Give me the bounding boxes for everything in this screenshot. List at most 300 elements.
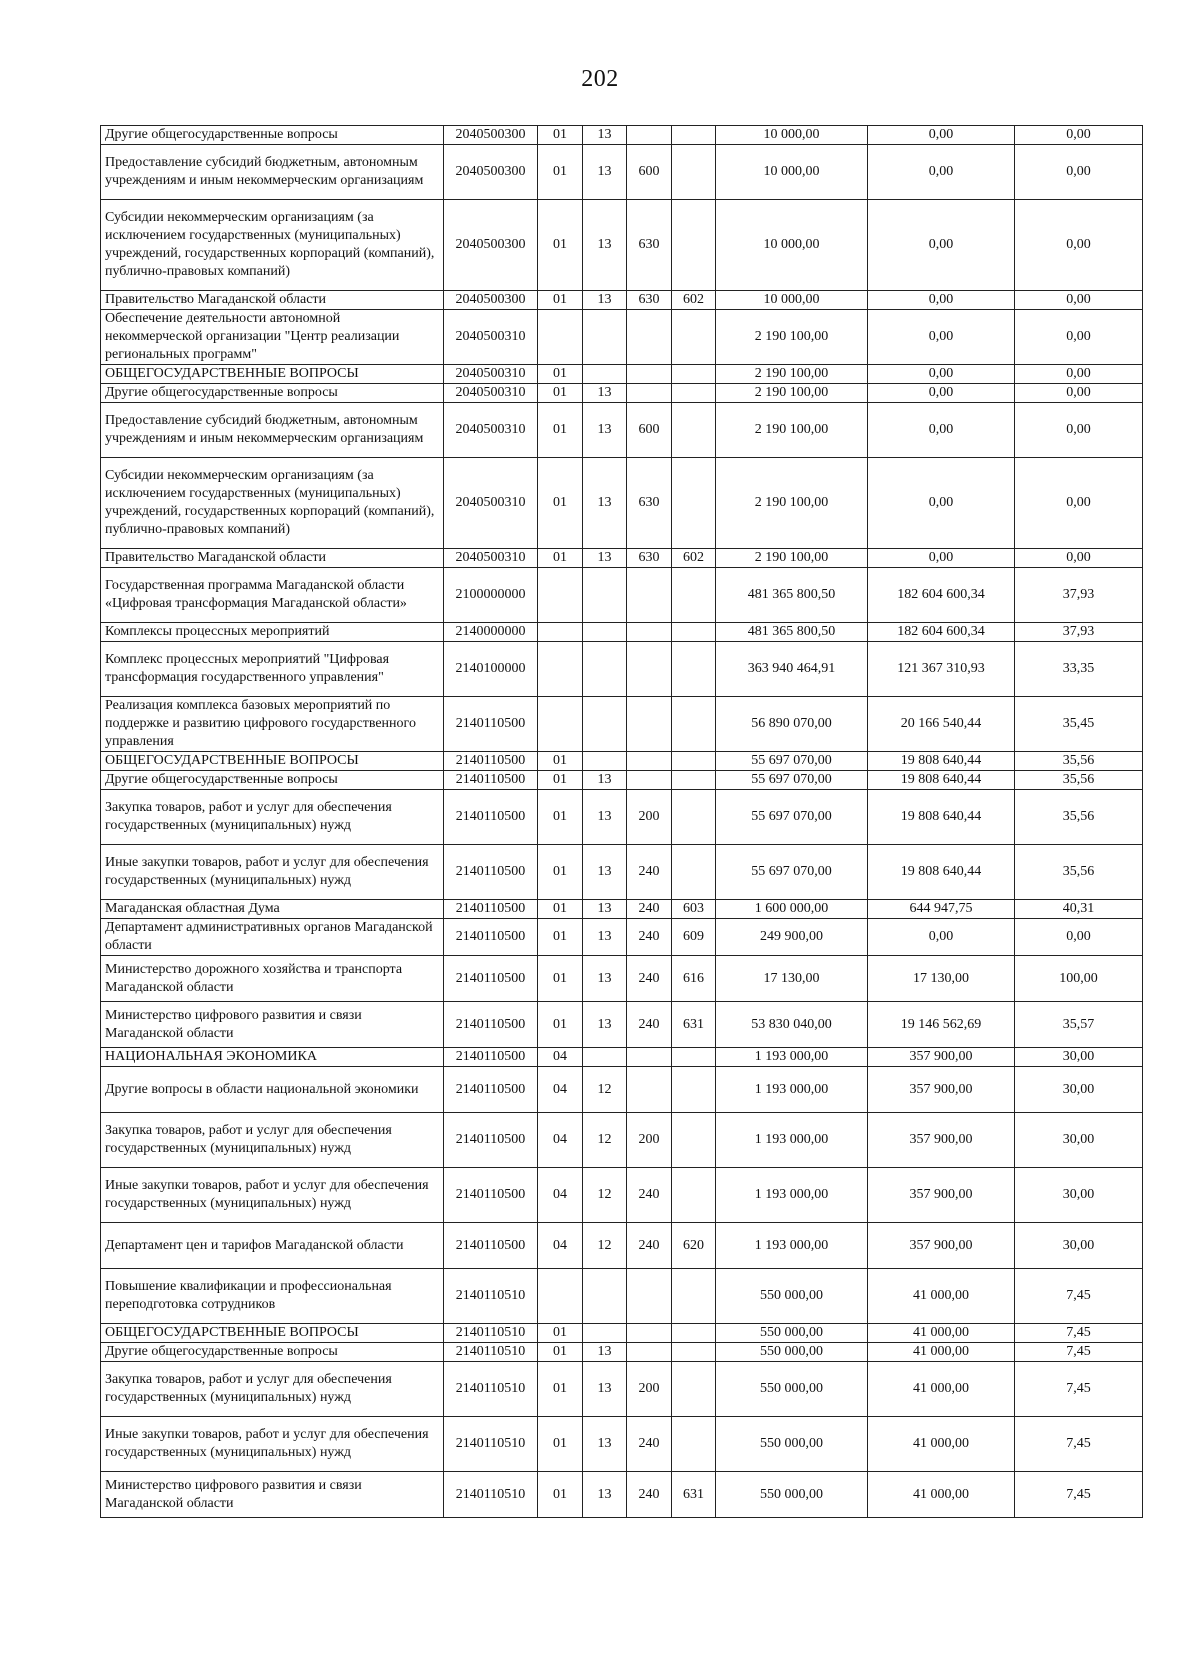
cell-section [538, 623, 583, 642]
table-row [101, 365, 1143, 384]
cell-subsection: 13 [583, 200, 627, 291]
cell-execution-percent: 0,00 [1015, 310, 1143, 365]
cell-planned-amount: 55 697 070,00 [716, 752, 868, 771]
cell-executed-amount: 0,00 [868, 365, 1015, 384]
cell-administrator-code: 616 [672, 956, 716, 1002]
cell-executed-amount: 19 146 562,69 [868, 1002, 1015, 1048]
cell-subsection: 13 [583, 458, 627, 549]
cell-executed-amount: 41 000,00 [868, 1472, 1015, 1518]
cell-executed-amount: 0,00 [868, 145, 1015, 200]
cell-target-article: 2140110510 [444, 1417, 538, 1472]
cell-planned-amount: 2 190 100,00 [716, 549, 868, 568]
cell-administrator-code [672, 403, 716, 458]
cell-administrator-code [672, 568, 716, 623]
cell-administrator-code: 631 [672, 1002, 716, 1048]
cell-administrator-code [672, 845, 716, 900]
cell-target-article: 2140110500 [444, 790, 538, 845]
cell-expense-type [627, 126, 672, 145]
cell-name: НАЦИОНАЛЬНАЯ ЭКОНОМИКА [101, 1048, 444, 1067]
cell-target-article: 2040500300 [444, 145, 538, 200]
cell-name: ОБЩЕГОСУДАРСТВЕННЫЕ ВОПРОСЫ [101, 365, 444, 384]
cell-section: 04 [538, 1168, 583, 1223]
cell-name: Субсидии некоммерческим организациям (за исключением государственных (муниципальных) учреждений, государственных корпораций (компаний), публично-правовых компаний) [101, 458, 444, 549]
cell-executed-amount: 19 808 640,44 [868, 771, 1015, 790]
cell-target-article: 2040500300 [444, 200, 538, 291]
cell-name: Предоставление субсидий бюджетным, автономным учреждениям и иным некоммерческим организациям [101, 145, 444, 200]
cell-target-article: 2140110510 [444, 1324, 538, 1343]
cell-name: Другие общегосударственные вопросы [101, 384, 444, 403]
cell-section [538, 1269, 583, 1324]
cell-target-article: 2140110500 [444, 956, 538, 1002]
cell-planned-amount: 1 193 000,00 [716, 1067, 868, 1113]
cell-target-article: 2140110510 [444, 1343, 538, 1362]
cell-name: Закупка товаров, работ и услуг для обеспечения государственных (муниципальных) нужд [101, 790, 444, 845]
cell-administrator-code [672, 1067, 716, 1113]
cell-target-article: 2140110500 [444, 752, 538, 771]
cell-section: 01 [538, 790, 583, 845]
cell-section: 01 [538, 384, 583, 403]
cell-name: ОБЩЕГОСУДАРСТВЕННЫЕ ВОПРОСЫ [101, 1324, 444, 1343]
table-row [101, 1343, 1143, 1362]
cell-target-article: 2140110500 [444, 1168, 538, 1223]
table-row [101, 1324, 1143, 1343]
cell-planned-amount: 1 193 000,00 [716, 1223, 868, 1269]
cell-expense-type [627, 1269, 672, 1324]
cell-executed-amount: 0,00 [868, 384, 1015, 403]
cell-section [538, 697, 583, 752]
cell-planned-amount: 550 000,00 [716, 1324, 868, 1343]
cell-execution-percent: 0,00 [1015, 549, 1143, 568]
cell-target-article: 2140100000 [444, 642, 538, 697]
cell-subsection: 13 [583, 145, 627, 200]
budget-table [100, 125, 1143, 1518]
cell-execution-percent: 7,45 [1015, 1324, 1143, 1343]
cell-planned-amount: 55 697 070,00 [716, 790, 868, 845]
cell-administrator-code [672, 1324, 716, 1343]
cell-executed-amount: 19 808 640,44 [868, 752, 1015, 771]
cell-planned-amount: 481 365 800,50 [716, 623, 868, 642]
cell-execution-percent: 7,45 [1015, 1362, 1143, 1417]
table-row [101, 403, 1143, 458]
cell-target-article: 2140000000 [444, 623, 538, 642]
table-row [101, 291, 1143, 310]
cell-name: Министерство цифрового развития и связи Магаданской области [101, 1002, 444, 1048]
cell-administrator-code [672, 1417, 716, 1472]
cell-subsection [583, 1048, 627, 1067]
cell-target-article: 2140110500 [444, 697, 538, 752]
cell-expense-type [627, 642, 672, 697]
cell-subsection: 13 [583, 919, 627, 956]
cell-planned-amount: 10 000,00 [716, 126, 868, 145]
cell-target-article: 2040500310 [444, 310, 538, 365]
cell-planned-amount: 550 000,00 [716, 1417, 868, 1472]
table-row [101, 1472, 1143, 1518]
table-row [101, 919, 1143, 956]
cell-name: Комплексы процессных мероприятий [101, 623, 444, 642]
cell-section: 01 [538, 145, 583, 200]
cell-planned-amount: 2 190 100,00 [716, 365, 868, 384]
cell-name: Другие вопросы в области национальной экономики [101, 1067, 444, 1113]
table-row [101, 1113, 1143, 1168]
cell-subsection: 12 [583, 1113, 627, 1168]
cell-section: 01 [538, 1002, 583, 1048]
cell-name: Субсидии некоммерческим организациям (за исключением государственных (муниципальных) учреждений, государственных корпораций (компаний), публично-правовых компаний) [101, 200, 444, 291]
cell-execution-percent: 0,00 [1015, 200, 1143, 291]
cell-executed-amount: 357 900,00 [868, 1048, 1015, 1067]
cell-administrator-code: 609 [672, 919, 716, 956]
cell-planned-amount: 53 830 040,00 [716, 1002, 868, 1048]
table-row [101, 568, 1143, 623]
cell-section: 01 [538, 291, 583, 310]
cell-executed-amount: 41 000,00 [868, 1324, 1015, 1343]
cell-execution-percent: 35,56 [1015, 845, 1143, 900]
cell-executed-amount: 644 947,75 [868, 900, 1015, 919]
cell-planned-amount: 55 697 070,00 [716, 845, 868, 900]
cell-section: 01 [538, 458, 583, 549]
cell-expense-type [627, 1048, 672, 1067]
cell-section: 01 [538, 845, 583, 900]
cell-execution-percent: 0,00 [1015, 145, 1143, 200]
cell-administrator-code [672, 1168, 716, 1223]
cell-planned-amount: 1 600 000,00 [716, 900, 868, 919]
cell-target-article: 2140110500 [444, 919, 538, 956]
table-row [101, 1168, 1143, 1223]
cell-administrator-code [672, 384, 716, 403]
cell-section: 01 [538, 1472, 583, 1518]
cell-subsection: 13 [583, 900, 627, 919]
cell-administrator-code [672, 642, 716, 697]
cell-expense-type: 240 [627, 1472, 672, 1518]
cell-name: Другие общегосударственные вопросы [101, 126, 444, 145]
cell-execution-percent: 33,35 [1015, 642, 1143, 697]
cell-subsection: 13 [583, 771, 627, 790]
cell-execution-percent: 100,00 [1015, 956, 1143, 1002]
cell-planned-amount: 1 193 000,00 [716, 1113, 868, 1168]
cell-executed-amount: 357 900,00 [868, 1113, 1015, 1168]
cell-executed-amount: 41 000,00 [868, 1362, 1015, 1417]
table-row [101, 900, 1143, 919]
cell-administrator-code [672, 771, 716, 790]
cell-planned-amount: 481 365 800,50 [716, 568, 868, 623]
cell-administrator-code [672, 200, 716, 291]
cell-administrator-code: 620 [672, 1223, 716, 1269]
cell-execution-percent: 30,00 [1015, 1223, 1143, 1269]
cell-subsection [583, 697, 627, 752]
cell-section: 01 [538, 1324, 583, 1343]
cell-expense-type: 240 [627, 919, 672, 956]
cell-subsection: 13 [583, 549, 627, 568]
cell-section: 04 [538, 1113, 583, 1168]
table-row [101, 771, 1143, 790]
cell-name: Правительство Магаданской области [101, 291, 444, 310]
cell-execution-percent: 0,00 [1015, 291, 1143, 310]
cell-name: Департамент административных органов Магаданской области [101, 919, 444, 956]
cell-subsection [583, 568, 627, 623]
cell-execution-percent: 0,00 [1015, 458, 1143, 549]
cell-execution-percent: 35,57 [1015, 1002, 1143, 1048]
table-row [101, 200, 1143, 291]
table-row [101, 1002, 1143, 1048]
cell-target-article: 2140110500 [444, 1048, 538, 1067]
cell-section: 01 [538, 1417, 583, 1472]
cell-executed-amount: 0,00 [868, 310, 1015, 365]
cell-name: Предоставление субсидий бюджетным, автономным учреждениям и иным некоммерческим организациям [101, 403, 444, 458]
cell-subsection: 13 [583, 126, 627, 145]
cell-expense-type: 600 [627, 145, 672, 200]
cell-name: Реализация комплекса базовых мероприятий по поддержке и развитию цифрового государственного управления [101, 697, 444, 752]
cell-target-article: 2040500310 [444, 365, 538, 384]
table-row [101, 1362, 1143, 1417]
cell-administrator-code [672, 1269, 716, 1324]
cell-expense-type: 240 [627, 1417, 672, 1472]
cell-name: ОБЩЕГОСУДАРСТВЕННЫЕ ВОПРОСЫ [101, 752, 444, 771]
cell-subsection: 13 [583, 845, 627, 900]
table-row [101, 1223, 1143, 1269]
cell-expense-type: 240 [627, 1223, 672, 1269]
cell-execution-percent: 7,45 [1015, 1472, 1143, 1518]
cell-planned-amount: 550 000,00 [716, 1269, 868, 1324]
cell-planned-amount: 249 900,00 [716, 919, 868, 956]
cell-administrator-code [672, 1113, 716, 1168]
cell-target-article: 2140110510 [444, 1472, 538, 1518]
cell-section: 04 [538, 1048, 583, 1067]
cell-subsection: 13 [583, 1343, 627, 1362]
cell-target-article: 2100000000 [444, 568, 538, 623]
cell-administrator-code [672, 458, 716, 549]
cell-expense-type: 240 [627, 1168, 672, 1223]
cell-subsection: 13 [583, 1362, 627, 1417]
cell-execution-percent: 0,00 [1015, 365, 1143, 384]
cell-expense-type: 240 [627, 1002, 672, 1048]
cell-target-article: 2040500310 [444, 549, 538, 568]
cell-name: Правительство Магаданской области [101, 549, 444, 568]
cell-expense-type: 240 [627, 845, 672, 900]
table-row [101, 1067, 1143, 1113]
table-row [101, 752, 1143, 771]
cell-execution-percent: 35,56 [1015, 752, 1143, 771]
cell-subsection: 13 [583, 790, 627, 845]
cell-subsection: 13 [583, 403, 627, 458]
cell-execution-percent: 40,31 [1015, 900, 1143, 919]
cell-section [538, 642, 583, 697]
cell-name: Министерство цифрового развития и связи Магаданской области [101, 1472, 444, 1518]
cell-executed-amount: 41 000,00 [868, 1417, 1015, 1472]
cell-administrator-code [672, 1048, 716, 1067]
cell-target-article: 2140110500 [444, 845, 538, 900]
cell-subsection [583, 642, 627, 697]
cell-section: 01 [538, 900, 583, 919]
cell-executed-amount: 182 604 600,34 [868, 568, 1015, 623]
cell-execution-percent: 37,93 [1015, 568, 1143, 623]
cell-expense-type: 200 [627, 790, 672, 845]
cell-planned-amount: 550 000,00 [716, 1472, 868, 1518]
table-row [101, 1269, 1143, 1324]
cell-executed-amount: 20 166 540,44 [868, 697, 1015, 752]
cell-planned-amount: 2 190 100,00 [716, 403, 868, 458]
cell-administrator-code: 631 [672, 1472, 716, 1518]
cell-administrator-code [672, 310, 716, 365]
cell-executed-amount: 17 130,00 [868, 956, 1015, 1002]
cell-target-article: 2140110500 [444, 1113, 538, 1168]
cell-administrator-code [672, 623, 716, 642]
cell-execution-percent: 0,00 [1015, 384, 1143, 403]
cell-target-article: 2140110500 [444, 771, 538, 790]
cell-target-article: 2040500300 [444, 291, 538, 310]
cell-planned-amount: 17 130,00 [716, 956, 868, 1002]
cell-section [538, 568, 583, 623]
cell-target-article: 2040500310 [444, 458, 538, 549]
cell-target-article: 2140110500 [444, 1223, 538, 1269]
cell-executed-amount: 0,00 [868, 403, 1015, 458]
cell-target-article: 2040500300 [444, 126, 538, 145]
cell-execution-percent: 30,00 [1015, 1168, 1143, 1223]
cell-name: Департамент цен и тарифов Магаданской области [101, 1223, 444, 1269]
cell-execution-percent: 30,00 [1015, 1113, 1143, 1168]
cell-planned-amount: 550 000,00 [716, 1343, 868, 1362]
cell-administrator-code: 603 [672, 900, 716, 919]
cell-subsection [583, 310, 627, 365]
cell-execution-percent: 35,45 [1015, 697, 1143, 752]
table-row [101, 642, 1143, 697]
cell-planned-amount: 1 193 000,00 [716, 1048, 868, 1067]
cell-section: 01 [538, 752, 583, 771]
cell-planned-amount: 363 940 464,91 [716, 642, 868, 697]
cell-expense-type: 240 [627, 956, 672, 1002]
cell-target-article: 2140110500 [444, 1002, 538, 1048]
table-row [101, 845, 1143, 900]
cell-execution-percent: 0,00 [1015, 919, 1143, 956]
cell-administrator-code [672, 365, 716, 384]
cell-subsection: 13 [583, 956, 627, 1002]
cell-expense-type: 630 [627, 291, 672, 310]
cell-name: Государственная программа Магаданской области «Цифровая трансформация Магаданской области» [101, 568, 444, 623]
cell-administrator-code [672, 145, 716, 200]
cell-executed-amount: 0,00 [868, 291, 1015, 310]
cell-name: Закупка товаров, работ и услуг для обеспечения государственных (муниципальных) нужд [101, 1362, 444, 1417]
cell-expense-type [627, 1324, 672, 1343]
table-body [101, 126, 1143, 1518]
cell-executed-amount: 19 808 640,44 [868, 845, 1015, 900]
cell-section: 01 [538, 365, 583, 384]
cell-section: 01 [538, 919, 583, 956]
cell-name: Комплекс процессных мероприятий "Цифровая трансформация государственного управления" [101, 642, 444, 697]
table-row [101, 126, 1143, 145]
cell-administrator-code [672, 1362, 716, 1417]
cell-subsection: 12 [583, 1067, 627, 1113]
cell-planned-amount: 10 000,00 [716, 145, 868, 200]
cell-executed-amount: 357 900,00 [868, 1067, 1015, 1113]
cell-expense-type: 600 [627, 403, 672, 458]
cell-execution-percent: 37,93 [1015, 623, 1143, 642]
cell-expense-type [627, 310, 672, 365]
cell-name: Повышение квалификации и профессиональная переподготовка сотрудников [101, 1269, 444, 1324]
cell-target-article: 2140110510 [444, 1362, 538, 1417]
cell-planned-amount: 1 193 000,00 [716, 1168, 868, 1223]
cell-planned-amount: 2 190 100,00 [716, 458, 868, 549]
cell-planned-amount: 2 190 100,00 [716, 384, 868, 403]
cell-executed-amount: 41 000,00 [868, 1269, 1015, 1324]
cell-execution-percent: 7,45 [1015, 1343, 1143, 1362]
cell-section [538, 310, 583, 365]
table-row [101, 623, 1143, 642]
table-row [101, 790, 1143, 845]
cell-planned-amount: 10 000,00 [716, 291, 868, 310]
cell-expense-type [627, 1343, 672, 1362]
cell-executed-amount: 121 367 310,93 [868, 642, 1015, 697]
cell-section: 01 [538, 956, 583, 1002]
cell-subsection: 13 [583, 1472, 627, 1518]
table-row [101, 384, 1143, 403]
table-row [101, 1417, 1143, 1472]
cell-expense-type [627, 752, 672, 771]
cell-executed-amount: 0,00 [868, 458, 1015, 549]
cell-expense-type: 630 [627, 458, 672, 549]
cell-expense-type: 200 [627, 1362, 672, 1417]
cell-subsection: 13 [583, 291, 627, 310]
cell-execution-percent: 0,00 [1015, 403, 1143, 458]
cell-execution-percent: 7,45 [1015, 1417, 1143, 1472]
cell-administrator-code [672, 1343, 716, 1362]
cell-section: 01 [538, 1343, 583, 1362]
cell-expense-type: 200 [627, 1113, 672, 1168]
cell-name: Другие общегосударственные вопросы [101, 1343, 444, 1362]
cell-administrator-code: 602 [672, 549, 716, 568]
table-row [101, 1048, 1143, 1067]
cell-section: 01 [538, 1362, 583, 1417]
cell-administrator-code [672, 697, 716, 752]
table-row [101, 549, 1143, 568]
cell-administrator-code: 602 [672, 291, 716, 310]
cell-expense-type [627, 384, 672, 403]
table-row [101, 458, 1143, 549]
cell-executed-amount: 0,00 [868, 919, 1015, 956]
cell-target-article: 2140110510 [444, 1269, 538, 1324]
cell-subsection [583, 1269, 627, 1324]
cell-execution-percent: 30,00 [1015, 1067, 1143, 1113]
cell-name: Обеспечение деятельности автономной некоммерческой организации "Центр реализации региональных программ" [101, 310, 444, 365]
cell-planned-amount: 2 190 100,00 [716, 310, 868, 365]
cell-executed-amount: 19 808 640,44 [868, 790, 1015, 845]
cell-name: Магаданская областная Дума [101, 900, 444, 919]
cell-execution-percent: 7,45 [1015, 1269, 1143, 1324]
cell-planned-amount: 10 000,00 [716, 200, 868, 291]
cell-planned-amount: 55 697 070,00 [716, 771, 868, 790]
cell-subsection: 13 [583, 384, 627, 403]
cell-executed-amount: 357 900,00 [868, 1223, 1015, 1269]
table-row [101, 956, 1143, 1002]
cell-section: 01 [538, 403, 583, 458]
cell-expense-type [627, 771, 672, 790]
cell-subsection [583, 752, 627, 771]
cell-section: 01 [538, 200, 583, 291]
cell-execution-percent: 35,56 [1015, 790, 1143, 845]
cell-target-article: 2140110500 [444, 1067, 538, 1113]
cell-expense-type [627, 697, 672, 752]
cell-executed-amount: 41 000,00 [868, 1343, 1015, 1362]
cell-subsection: 12 [583, 1168, 627, 1223]
cell-expense-type [627, 1067, 672, 1113]
cell-section: 01 [538, 549, 583, 568]
table-row [101, 697, 1143, 752]
cell-administrator-code [672, 790, 716, 845]
cell-section: 01 [538, 771, 583, 790]
cell-section: 04 [538, 1223, 583, 1269]
cell-planned-amount: 56 890 070,00 [716, 697, 868, 752]
cell-name: Иные закупки товаров, работ и услуг для обеспечения государственных (муниципальных) нужд [101, 845, 444, 900]
cell-executed-amount: 357 900,00 [868, 1168, 1015, 1223]
cell-administrator-code [672, 752, 716, 771]
cell-expense-type: 630 [627, 549, 672, 568]
